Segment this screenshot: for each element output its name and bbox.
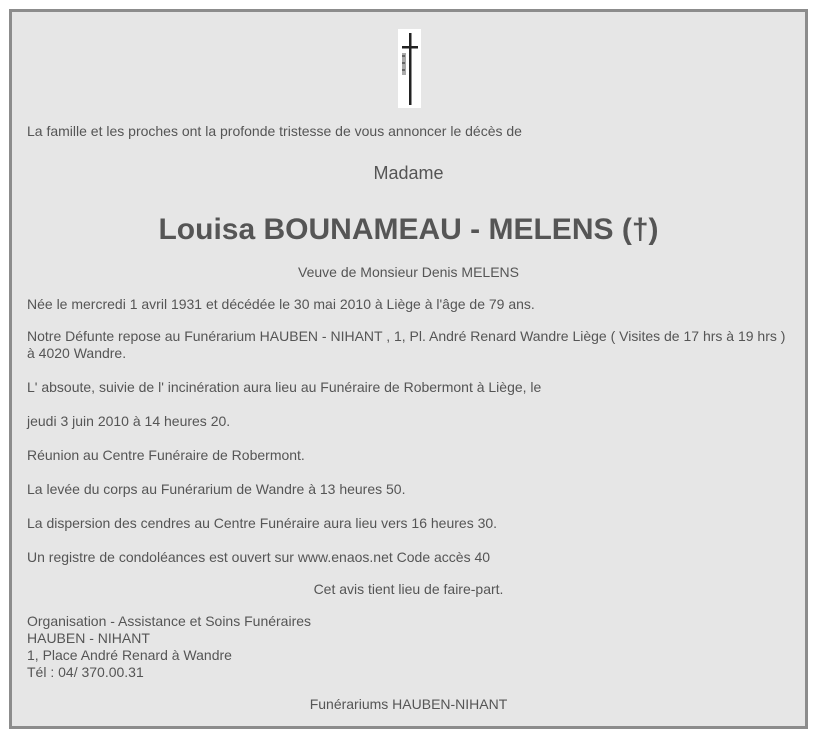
- intro-text: La famille et les proches ont la profonde tristesse de vous annoncer le décès de: [27, 123, 522, 139]
- faire-part-text: Cet avis tient lieu de faire-part.: [313, 581, 504, 597]
- organisation-line: Tél : 04/ 370.00.31: [27, 664, 144, 680]
- organisation-line: 1, Place André Renard à Wandre: [27, 647, 232, 663]
- absoute-text: L' absoute, suivie de l' incinération aura lieu au Funéraire de Robermont à Liège, le: [27, 379, 542, 395]
- organisation-block: [27, 613, 311, 681]
- dispersion-text: La dispersion des cendres au Centre Funéraire aura lieu vers 16 heures 30.: [27, 515, 498, 531]
- footer-text: Funérariums HAUBEN-NIHANT: [309, 696, 508, 712]
- repose-text: Notre Défunte repose au Funérarium HAUBEN - NIHANT , 1, Pl. André Renard Wandre Liège ( Visites de 17 hrs à 19 hrs ) à 4020 Wandre.: [27, 328, 786, 361]
- widow-text: Veuve de Monsieur Denis MELENS: [298, 264, 519, 280]
- organisation-line: HAUBEN - NIHANT: [27, 630, 150, 646]
- levee-text: La levée du corps au Funérarium de Wandre à 13 heures 50.: [27, 481, 406, 497]
- cross-icon: [398, 29, 421, 108]
- obituary-frame: [9, 9, 808, 729]
- deceased-name: Louisa BOUNAMEAU - MELENS (†): [158, 213, 659, 246]
- title-text: Madame: [373, 163, 444, 183]
- cross-image: [398, 29, 421, 108]
- reunion-text: Réunion au Centre Funéraire de Robermont.: [27, 447, 305, 463]
- organisation-line: Organisation - Assistance et Soins Funéraires: [27, 613, 312, 629]
- birth-death-text: Née le mercredi 1 avril 1931 et décédée le 30 mai 2010 à Liège à l'âge de 79 ans.: [27, 296, 535, 312]
- ceremony-date: jeudi 3 juin 2010 à 14 heures 20.: [27, 413, 231, 429]
- registre-text: Un registre de condoléances est ouvert sur www.enaos.net Code accès 40: [27, 549, 491, 565]
